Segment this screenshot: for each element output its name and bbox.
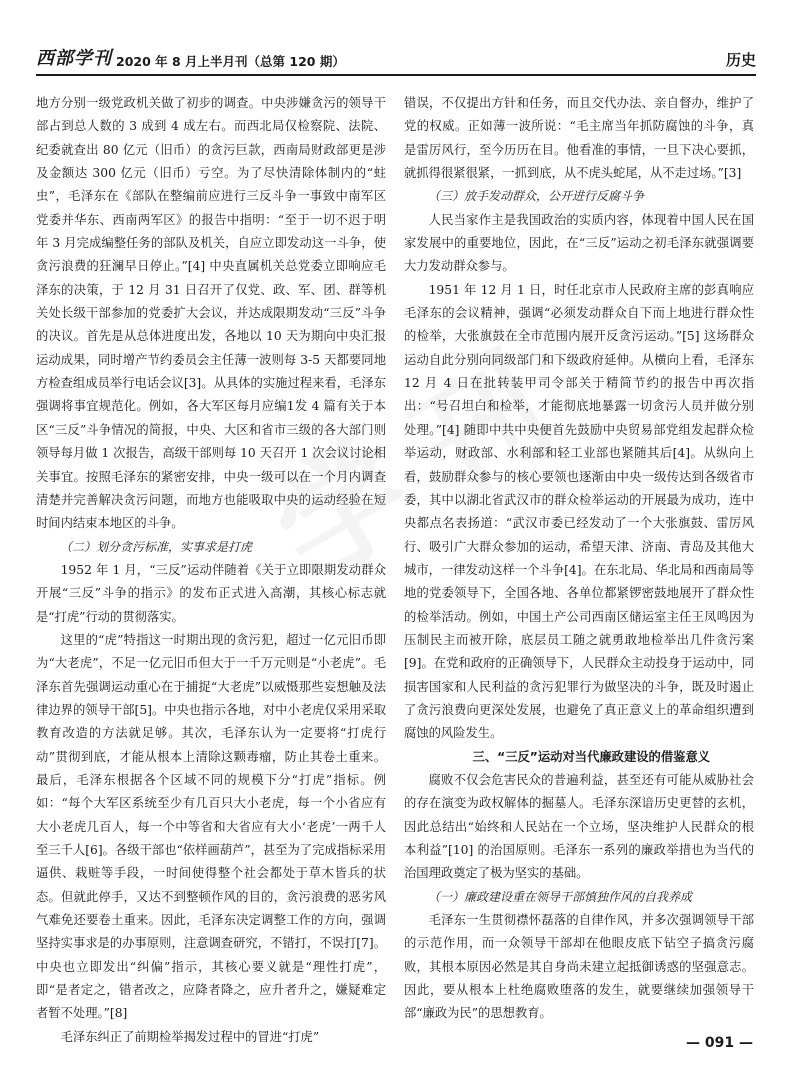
header-left [36, 44, 345, 74]
paragraph: 腐败不仅会危害民众的普遍利益，甚至还有可能从威胁社会的存在演变为政权解体的掘墓人。毛泽东深谙历史更替的玄机，因此总结出“始终和人民站在一个立场，坚决维护人民群众的根本利益”[10] 的治国原则。毛泽东一系列的廉政举措也为当代的治国理政奠定了极为坚实的基础。 [404, 772, 754, 881]
paragraph: 1951 年 12 月 1 日，时任北京市人民政府主席的彭真响应毛泽东的会议精神，强调“必须发动群众自下而上地进行群众性的检举，大张旗鼓在全市范围内展开反贪污运动。”[5] 这场群众运动自此分别向同级部门和下级政府延伸。从横向上看，毛泽东 12 月 4 日在批转装甲司令部关于精简节约的报告中再次指出：“号召坦白和检举，才能彻底地暴露一切贪污人员并做分别处理。”[4] 随即中共中央便首先鼓励中央贸易部党组发起群众检举运动，财政部、水利部和轻工业部也紧随其后[4]。从纵向上看，鼓励群众参与的核心要领也逐渐由中央一级传达到各级省市委，其中以湖北省武汉市的群众检举运动的开展最为成功，连中央都点名表扬道：“武汉市委已经发动了一个大张旗鼓、雷厉风行、吸引广大群众参加的运动，希望天津、济南、青岛及其他大城市，一律发动这样一个斗争[4]。在东北局、华北局和西南局等地的党委领导下，全国各地、各单位都紧锣密鼓地展开了群众性的检举活动。例如，中国土产公司西南区储运室主任王凤鸣因为压制民主而被开除，底层员工随之就勇敢地检举出几件贪污案[9]。在党和政府的正确领导下，人民群众主动投身于运动中，同损害国家和人民利益的贪污犯罪行为做坚决的斗争，既及时遏止了贪污浪费向更深处发展，也避免了真正意义上的革命组织遭到腐蚀的风险发生。 [404, 282, 754, 741]
paragraph: 毛泽东纠正了前期检举揭发过程中的冒进“打虎” [60, 1029, 320, 1042]
paragraph: 1952 年 1 月，“三反”运动伴随着《关于立即限期发动群众开展“三反”斗争的指示》的发布正式进入高潮，其核心标志就是“打虎”行动的贯彻落实。 [36, 562, 386, 624]
paragraph: 人民当家作主是我国政治的实质内容，体现着中国人民在国家发展中的重要地位，因此，在“三反”运动之初毛泽东就强调要大力发动群众参与。 [404, 212, 754, 274]
page-header [36, 44, 756, 76]
right-column [404, 92, 754, 1042]
paragraph: 错误，不仅提出方针和任务，而且交代办法、亲自督办，维护了党的权威。正如薄一波所说：“毛主席当年抓防腐蚀的斗争，真是雷厉风行，至今历历在目。他看准的事情，一旦下决心要抓，就抓得很紧很紧，一抓到底，从不虎头蛇尾，从不走过场。”[3] [404, 96, 754, 181]
issue-info: 2020 年 8 月上半月刊（总第 120 期） [116, 54, 345, 69]
page-number: — 091 — [686, 1035, 753, 1051]
subsection-heading: （三）放手发动群众，公开进行反腐斗争 [428, 189, 645, 204]
left-column [36, 92, 386, 1042]
paragraph: 地方分别一级党政机关做了初步的调查。中央涉嫌贪污的领导干部占到总人数的 3 成到 4 成左右。而西北局仅检察院、法院、纪委就查出 80 亿元（旧币）的贪污巨款，西南局财政部更是涉及金额达 300 亿元（旧币）亏空。为了尽快清除体制内的“蛀虫”，毛泽东在《部队在整编前应进行三反斗争一事致中南军区党委并华东、西南两军区》的报告中指明：“至于一切不迟于明年 3 月完成编整任务的部队及机关，自应立即发动这一斗争，使贪污浪费的狂澜早日停止。”[4] 中央直属机关总党委立即响应毛泽东的决策，于 12 月 31 日召开了仅党、政、军、团、群等机关处长级干部参加的党委扩大会议，并达成限期发动“三反”斗争的决议。首先是从总体进度出发，各地以 10 天为期向中央汇报运动成果，同时增产节约委员会主任薄一波则每 3-5 天都要同地方检查组成员举行电话会议[3]。从具体的实施过程来看，毛泽东强调将事宜规范化。例如，各大军区每月应编1发 4 篇有关于本区“三反”斗争情况的简报，中央、大区和省市三级的各大部门则领导每月做 1 次报告，高级干部则每 10 天召开 1 次会议讨论相关事宜。按照毛泽东的紧密安排，中央一级可以在一个月内调查清楚并完善解决贪污问题，而地方也能吸取中央的运动经验在短时间内结束本地区的斗争。 [36, 96, 386, 531]
paragraph: 这里的“虎”特指这一时期出现的贪污犯，超过一亿元旧币即为“大老虎”，不足一亿元旧币但大于一千万元则是“小老虎”。毛泽东首先强调运动重心在于捕捉“大老虎”以威慑那些妄想触及法律边界的领导干部[5]。中央也指示各地，对中小老虎仅采用采取教育改造的方法就足够。其次，毛泽东认为一定要将“打虎行动”贯彻到底，才能从根本上清除这颗毒瘤，防止其卷土重来。最后，毛泽东根据各个区域不同的规模下分“打虎”指标。例如：“每个大军区系统至少有几百只大小老虎，每一个小省应有大小老虎几百人，每一个中等省和大省应有大小‘老虎’一两千人至三千人[6]。各级干部也“依样画葫芦”，甚至为了完成指标采用逼供、栽赃等手段，一时间使得整个社会都处于草木皆兵的状态。但就此停手，又达不到整顿作风的目的，贪污浪费的恶劣风气难免还要卷土重来。因此，毛泽东决定调整工作的方向，强调坚持实事求是的办事原则，注意调查研究，不错打，不误打[7]。中央也立即发出“纠偏”指示，其核心要义就是“理性打虎”，即“是者定之，错者改之，应降者降之，应升者升之，嫌疑难定者暂不处理。”[8] [36, 632, 386, 1021]
journal-masthead: 西部学刊 [36, 48, 112, 69]
section-heading: 三、“三反”运动对当代廉政建设的借鉴意义 [472, 749, 711, 764]
section-label: 历史 [725, 51, 756, 69]
subsection-heading: （一）廉政建设重在领导干部慎独作风的自我养成 [428, 889, 693, 904]
subsection-heading: （二）划分贪污标准，实事求是打虎 [60, 539, 253, 554]
paragraph: 毛泽东一生贯彻襟怀磊落的自律作风，并多次强调领导干部的示范作用，而一众领导干部却在他眼皮底下钻空子搞贪污腐败，其根本原因必然是其自身尚未建立起抵御诱惑的坚强意志。因此，要从根本上杜绝腐败堕落的发生，就要继续加强领导干部“廉政为民”的思想教育。 [404, 913, 754, 1021]
